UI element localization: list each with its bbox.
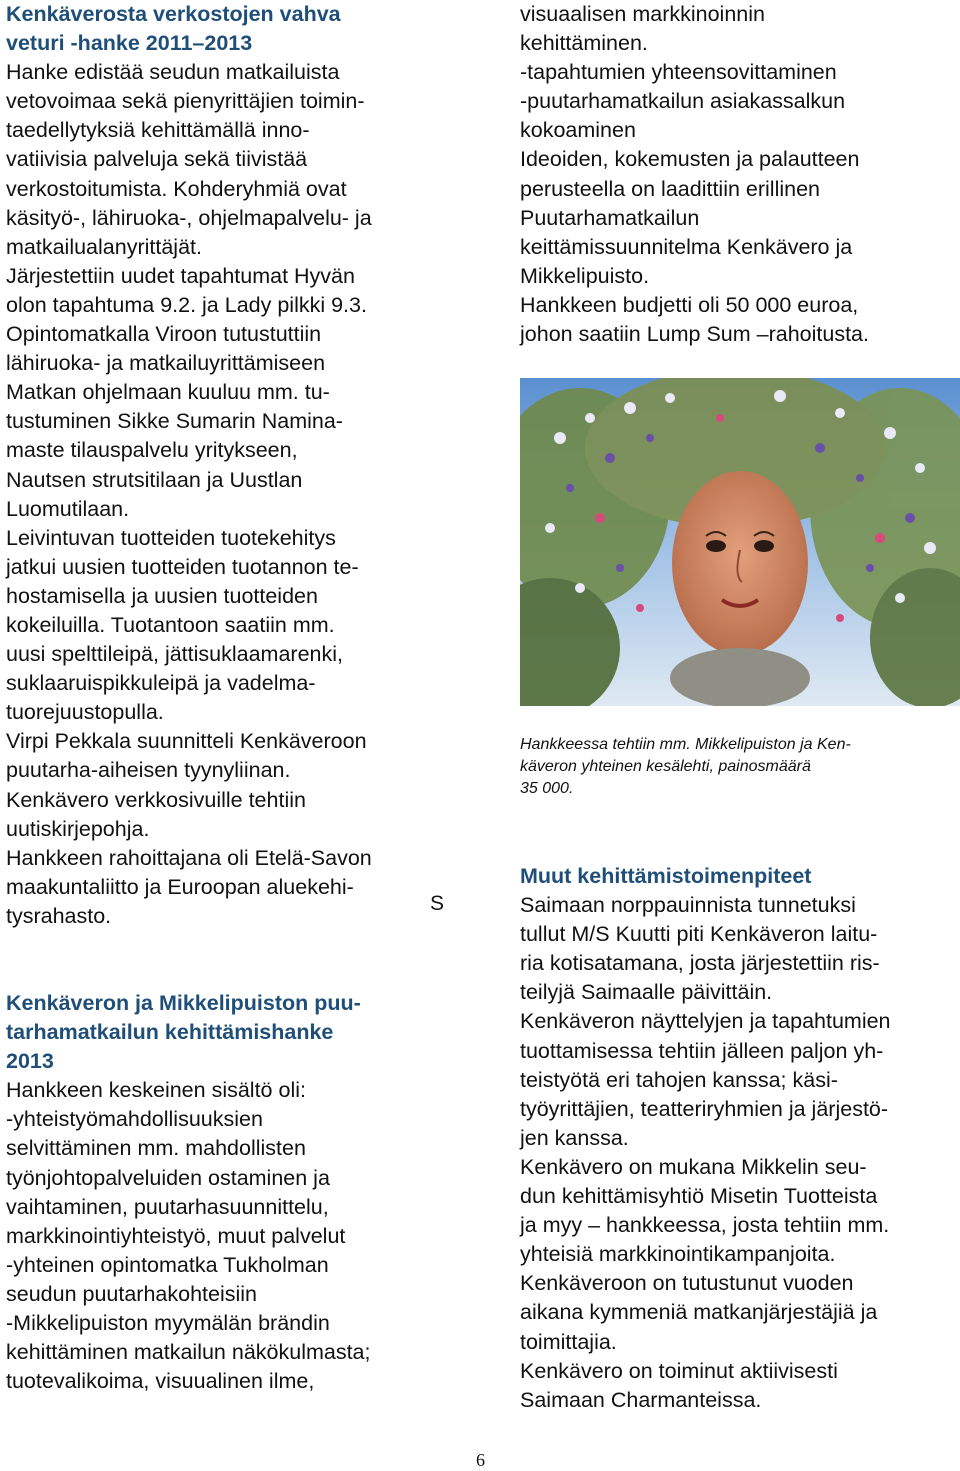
heading-verkostojen-veturi: Kenkäverosta verkostojen vahva veturi -hanke 2011–2013 bbox=[6, 2, 341, 56]
paragraph-continued: visuaalisen markkinoinnin kehittäminen. -tapahtumien yhteensovittaminen -puutarhamatkailun asiakassalkun kokoaminen Ideoiden, kokemusten ja palautteen perusteella on laadittiin erillinen Puutarhamatkailun keittämissuunnitelma Kenkävero ja Mikkelipuisto. Hankkeen budjetti oli 50 000 euroa, johon saatiin Lump Sum –rahoitusta. bbox=[520, 2, 869, 347]
right-column-lower bbox=[520, 734, 960, 1415]
paragraph-hanke-sisalto: Hankkeen keskeinen sisältö oli: -yhteistyömahdollisuuksien selvittäminen mm. mahdollisten työnjohtopalveluiden ostaminen ja vaihtaminen, puutarhasuunnittelu, markkinointiyhteistyö, muut palvelut -yhteinen opintomatka Tukholman seudun puutarhakohteisiin -Mikkelipuiston myymälän brändin kehittäminen matkailun näkökulmasta; tuotevalikoima, visuualinen ilme, bbox=[6, 1078, 371, 1394]
paragraph-hanke-description: Hanke edistää seudun matkailuista vetovoimaa sekä pienyrittäjien toimin- taedellytyksiä kehittämällä inno- vatiivisia palveluja sekä tiivistää verkostoitumista. Kohderyhmiä ovat käsityö-, lähiruoka-, ohjelmapalvelu- ja matkailualanyrittäjät. Järjestettiin uudet tapahtumat Hyvän olon tapahtuma 9.2. ja Lady pilkki 9.3. Opintomatkalla Viroon tutustuttiin lähiruoka- ja matkailuyrittämiseen Matkan ohjelmaan kuuluu mm. tu- tustuminen Sikke Sumarin Namina- maste tilauspalvelu yritykseen, Nautsen strutsitilaan ja Uustlan Luomutilaan. Leivintuvan tuotteiden tuotekehitys jatkui uusien tuotteiden tuotannon te- hostamisella ja uusien tuotteiden kokeiluilla. Tuotantoon saatiin mm. uusi spelttileipä, jättisuklaamarenki, suklaaruispikkuleipä ja vadelma- tuorejuustopulla. Virpi Pekkala suunnitteli Kenkäveroon puutarha-aiheisen tyynyliinan. Kenkävero verkkosivuille tehtiin uutiskirjepohja. Hankkeen rahoittajana oli Etelä-Savon maakuntaliitto ja Euroopan aluekehi- tysrahasto. bbox=[6, 60, 372, 928]
photo-caption: Hankkeessa tehtiin mm. Mikkelipuiston ja Ken- käveron yhteinen kesälehti, painosmäärä 35 000. bbox=[520, 736, 851, 797]
paragraph-muut-toimenpiteet: Saimaan norppauinnista tunnetuksi tullut M/S Kuutti piti Kenkäveron laitu- ria kotisatamana, josta järjestettiin ris- teilyjä Saimaalle päivittäin. Kenkäveron näyttelyjen ja tapahtumien tuottamisessa tehtiin jälleen paljon yh- teistyötä eri tahojen kanssa; käsi- työyrittäjien, teatteriryhmien ja järjestö- jen kanssa. Kenkävero on mukana Mikkelin seu- dun kehittämisyhtiö Misetin Tuotteista ja myy – hankkeessa, josta tehtiin mm. yhteisiä markkinointikampanjoita. Kenkäveroon on tutustunut vuoden aikana kymmeniä matkanjärjestäjiä ja toimittajia. Kenkävero on toiminut aktiivisesti Saimaan Charmanteissa. bbox=[520, 893, 891, 1412]
right-column bbox=[520, 0, 960, 349]
stray-letter: S bbox=[430, 892, 445, 915]
flower-face-photo bbox=[520, 378, 960, 706]
heading-puutarhamatkailu-hanke: Kenkäveron ja Mikkelipuiston puu- tarhamatkailun kehittämishanke 2013 bbox=[6, 991, 361, 1074]
flower-face-image-icon bbox=[520, 378, 960, 706]
spacer bbox=[520, 800, 960, 862]
spacer bbox=[6, 931, 446, 989]
left-column bbox=[6, 0, 446, 1396]
page-number: 6 bbox=[476, 1450, 485, 1470]
heading-muut-kehittamistoimenpiteet: Muut kehittämistoimenpiteet bbox=[520, 864, 812, 888]
